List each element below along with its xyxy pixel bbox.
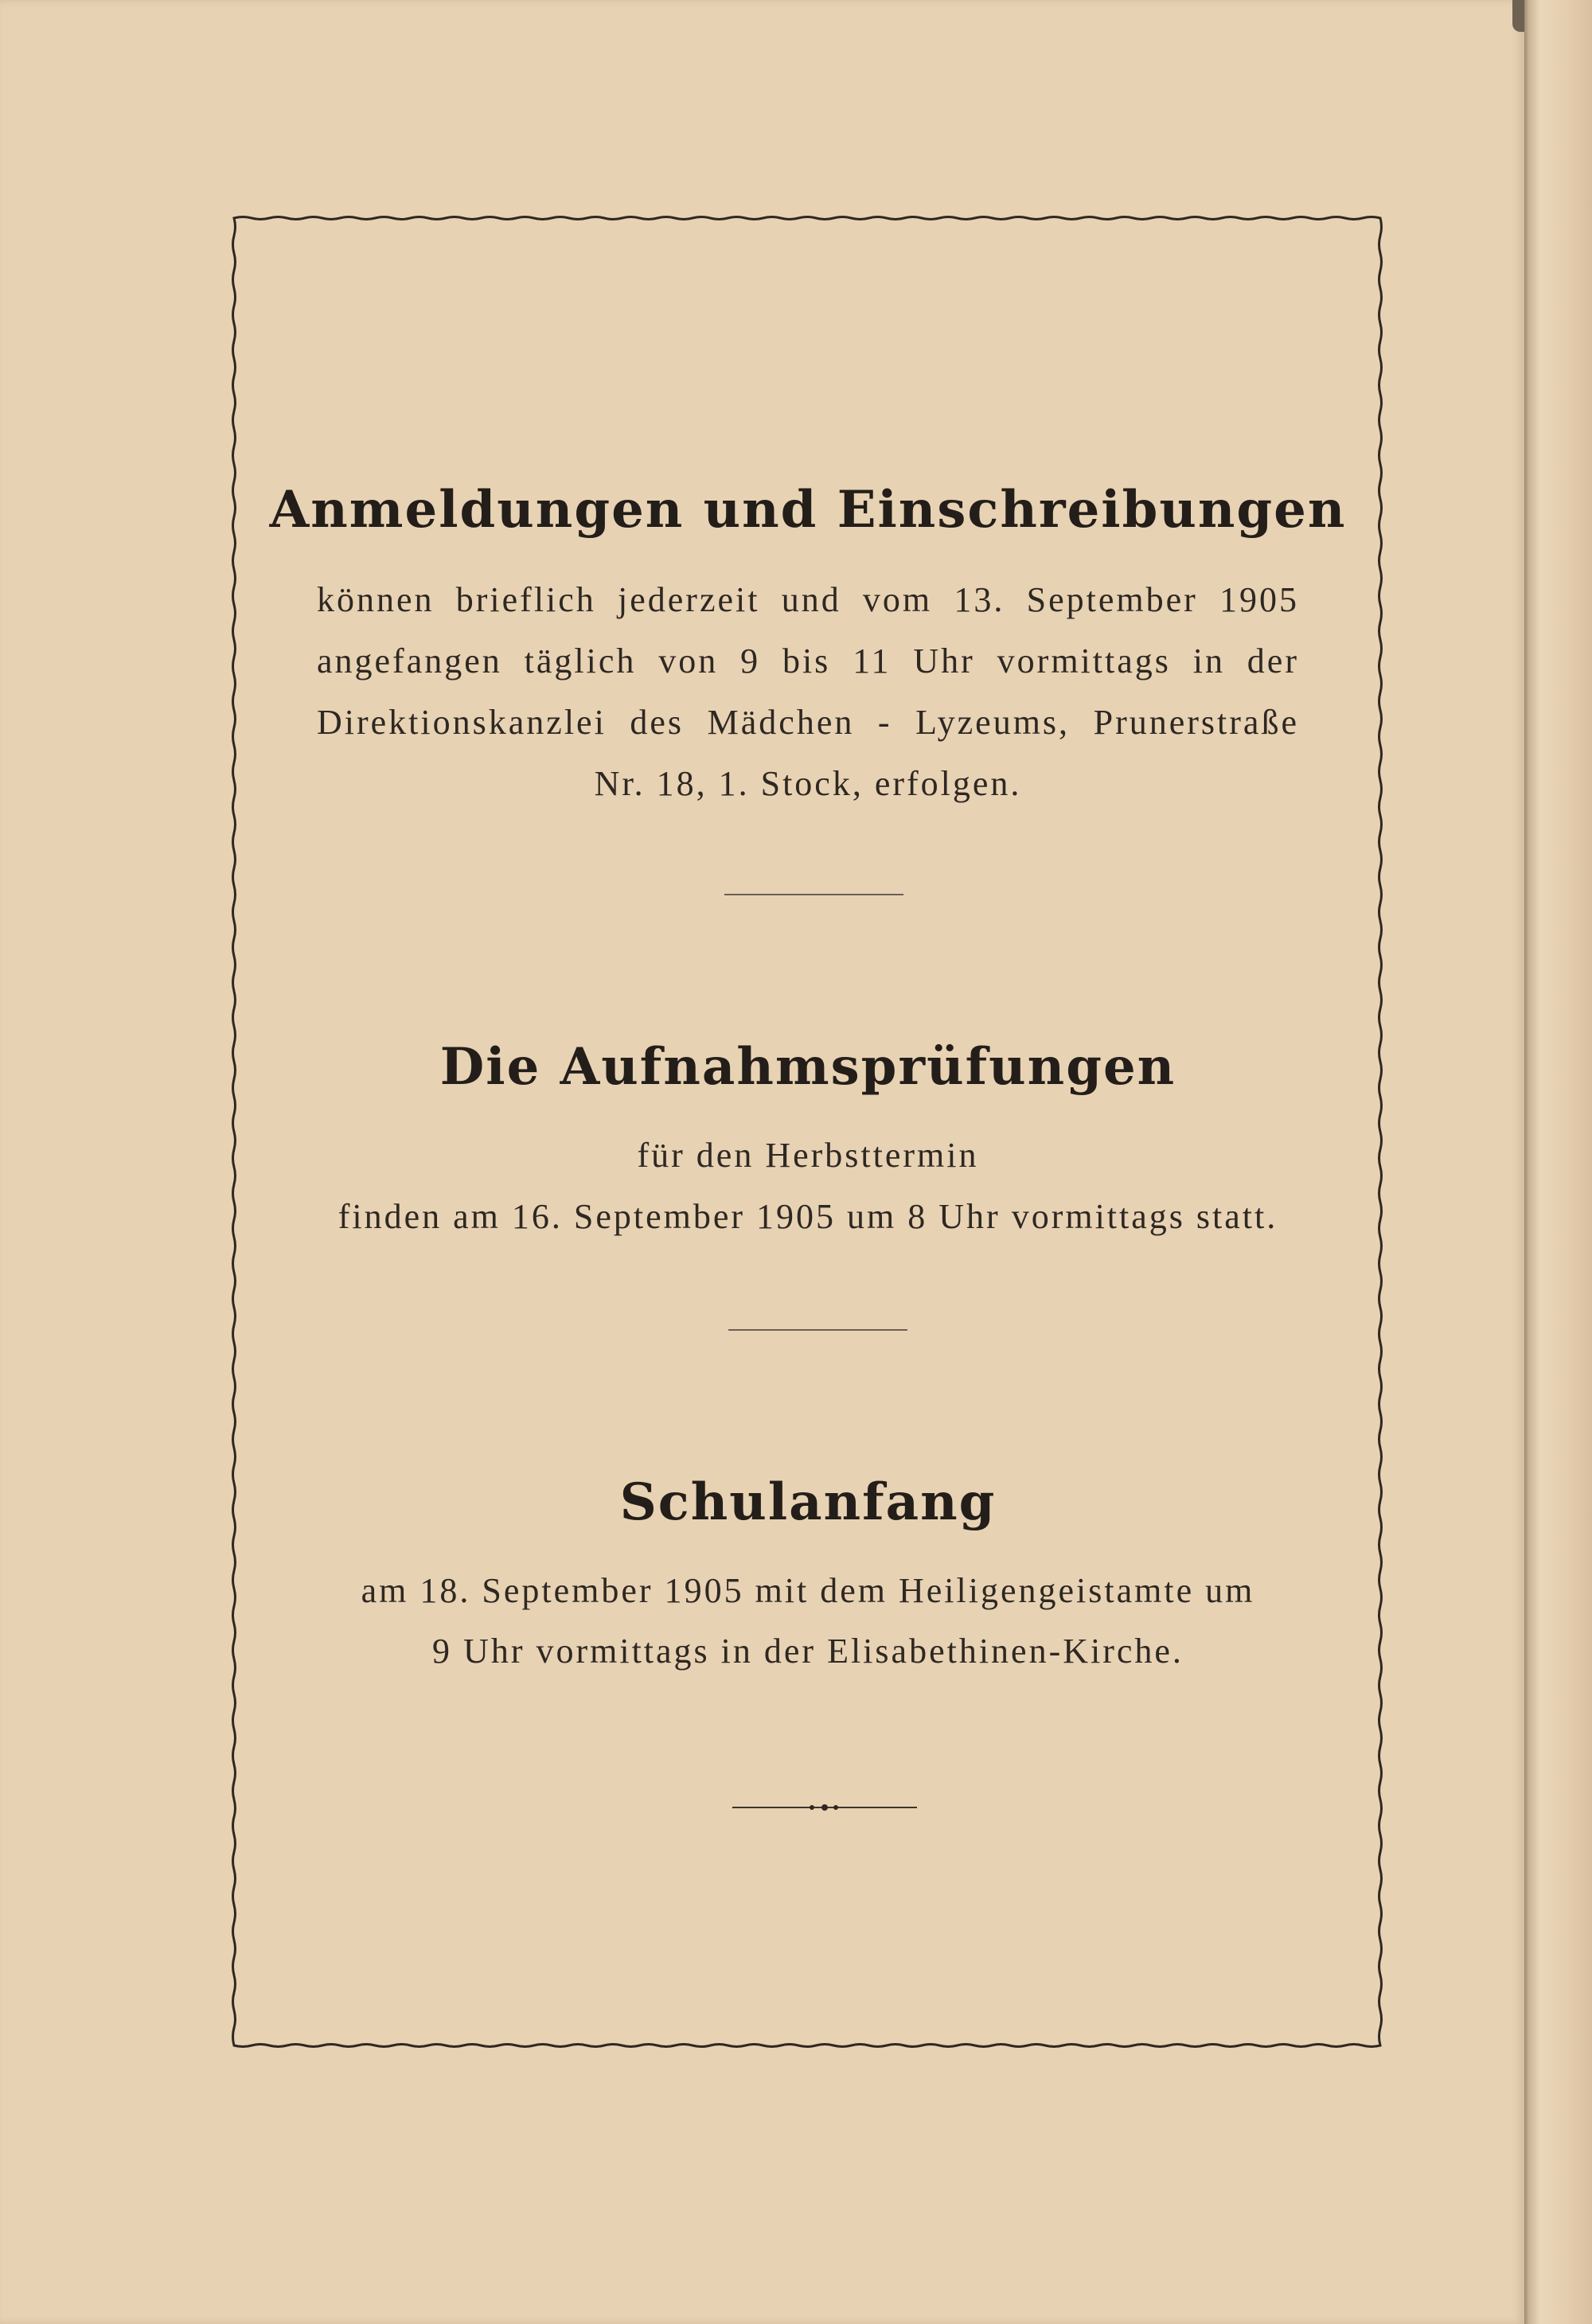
- text-line: können brieflich jederzeit und vom 13. September 1905: [317, 580, 1299, 619]
- text-line: Direktionskanzlei des Mädchen - Lyzeums, Prunerstraße: [317, 703, 1299, 742]
- text-line: Nr. 18, 1. Stock, erfolgen.: [594, 764, 1022, 803]
- section-divider: [724, 894, 903, 895]
- text-line: angefangen täglich von 9 bis 11 Uhr vormittags in der: [317, 641, 1299, 680]
- text-line: 9 Uhr vormittags in der Elisabethinen-Kirche.: [432, 1632, 1184, 1671]
- section-divider: [728, 1329, 907, 1331]
- section-heading-schulanfang: Schulanfang: [619, 1472, 997, 1532]
- page-corner-shadow: [1512, 0, 1524, 32]
- text-line: für den Herbsttermin: [637, 1136, 979, 1175]
- closing-ornament: [732, 1802, 917, 1813]
- text-line: finden am 16. September 1905 um 8 Uhr vormittags statt.: [338, 1197, 1278, 1236]
- section-heading-anmeldungen: Anmeldungen und Einschreibungen: [269, 480, 1347, 540]
- page-edge: [1524, 0, 1592, 2324]
- text-line: am 18. September 1905 mit dem Heiligengeistamte um: [361, 1571, 1255, 1610]
- section-heading-aufnahmspruefungen: Die Aufnahmsprüfungen: [439, 1037, 1176, 1097]
